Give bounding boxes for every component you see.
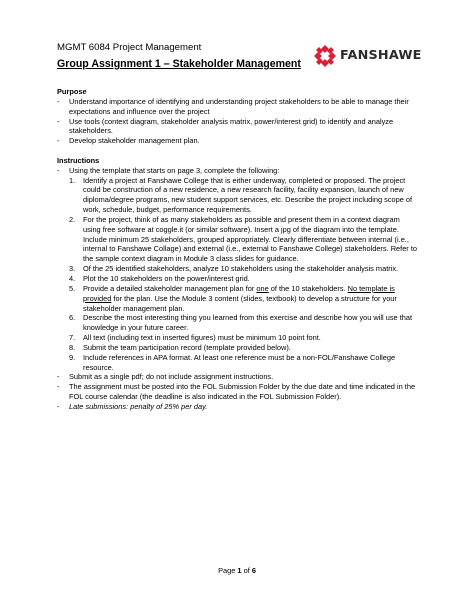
instruction-note: - Submit as a single pdf; do not include assignment instructions. bbox=[57, 372, 274, 382]
document-title: Group Assignment 1 – Stakeholder Management bbox=[57, 58, 301, 70]
instruction-note: - The assignment must be posted into the FOL Submission Folder by the due date and time indicated in the FOL course calendar (the deadline is also indicated in the FOL Submission Folder). bbox=[57, 382, 416, 402]
page-total: 6 bbox=[251, 566, 256, 575]
fanshawe-logo bbox=[313, 44, 425, 68]
instruction-step: 5. Provide a detailed stakeholder management plan for one of the 10 stakeholders. No template is provided for the plan. Use the Module 3 content (slides, textbook) to develop a structure for your stakeholder management plan. bbox=[69, 283, 397, 313]
instruction-step: 7. All text (including text in inserted figures) must be minimum 10 point font. bbox=[69, 333, 321, 343]
course-code: MGMT 6084 Project Management bbox=[57, 42, 202, 53]
underlined-one: one bbox=[256, 283, 269, 293]
page-footer: Page 1 of 6 bbox=[218, 566, 256, 575]
purpose-heading: Purpose bbox=[57, 87, 87, 96]
document-header bbox=[57, 42, 301, 71]
instruction-step: 9. Include references in APA format. At least one reference must be a non-FOL/Fanshawe College resource. bbox=[69, 352, 396, 372]
late-penalty-note: - Late submissions: penalty of 25% per day. bbox=[57, 401, 208, 411]
instructions-intro: - Using the template that starts on page 3, complete the following: bbox=[57, 165, 280, 175]
logo-wordmark: FANSHAWE bbox=[340, 48, 422, 63]
instruction-step: 2. For the project, think of as many stakeholders as possible and present them in a context diagram using free software at coggle.it (or similar software). Insert a jpg of the diagram into the template. Include minimum 25 stakeholders, grouped appropriately. Clearly differentiate between internal (i.e., internal to Fanshawe Collage) and external (i.e., external to Fanshawe College) stakeholders. Refer to the sample context diagram in Module 3 class slides for guidance. bbox=[69, 214, 417, 264]
instruction-step: 6. Describe the most interesting thing you learned from this exercise and describe how you will use that knowledge in your future career. bbox=[69, 313, 413, 333]
instruction-step: 3. Of the 25 identified stakeholders, analyze 10 stakeholders using the stakeholder analysis matrix. bbox=[69, 264, 399, 274]
instruction-step: 1. Identify a project at Fanshawe College that is either underway, completed or proposed. The project could be construction of a new residence, a new research facility, facility expansion, launch of new diploma/degree programs, new student support services, etc. Describe the project including scope of work, schedule, budget, performance requirements. bbox=[69, 175, 413, 215]
document-body bbox=[57, 87, 419, 412]
instruction-step: 4. Plot the 10 stakeholders on the power/interest grid. bbox=[69, 273, 250, 283]
purpose-item: - Use tools (context diagram, stakeholder analysis matrix, power/interest grid) to identify and analyze stakeholders. bbox=[57, 116, 394, 136]
page-number: 1 bbox=[237, 566, 242, 575]
underlined-no-template: No template is provided bbox=[83, 283, 395, 303]
instructions-heading: Instructions bbox=[57, 155, 100, 165]
instruction-step: 8. Submit the team participation record (template provided below). bbox=[69, 342, 291, 352]
fanshawe-logo-icon bbox=[313, 44, 337, 68]
purpose-item: - Understand importance of identifying and understanding project stakeholders to be able to manage their expectations and influence over the project bbox=[57, 96, 409, 116]
purpose-item: - Develop stakeholder management plan. bbox=[57, 136, 200, 146]
